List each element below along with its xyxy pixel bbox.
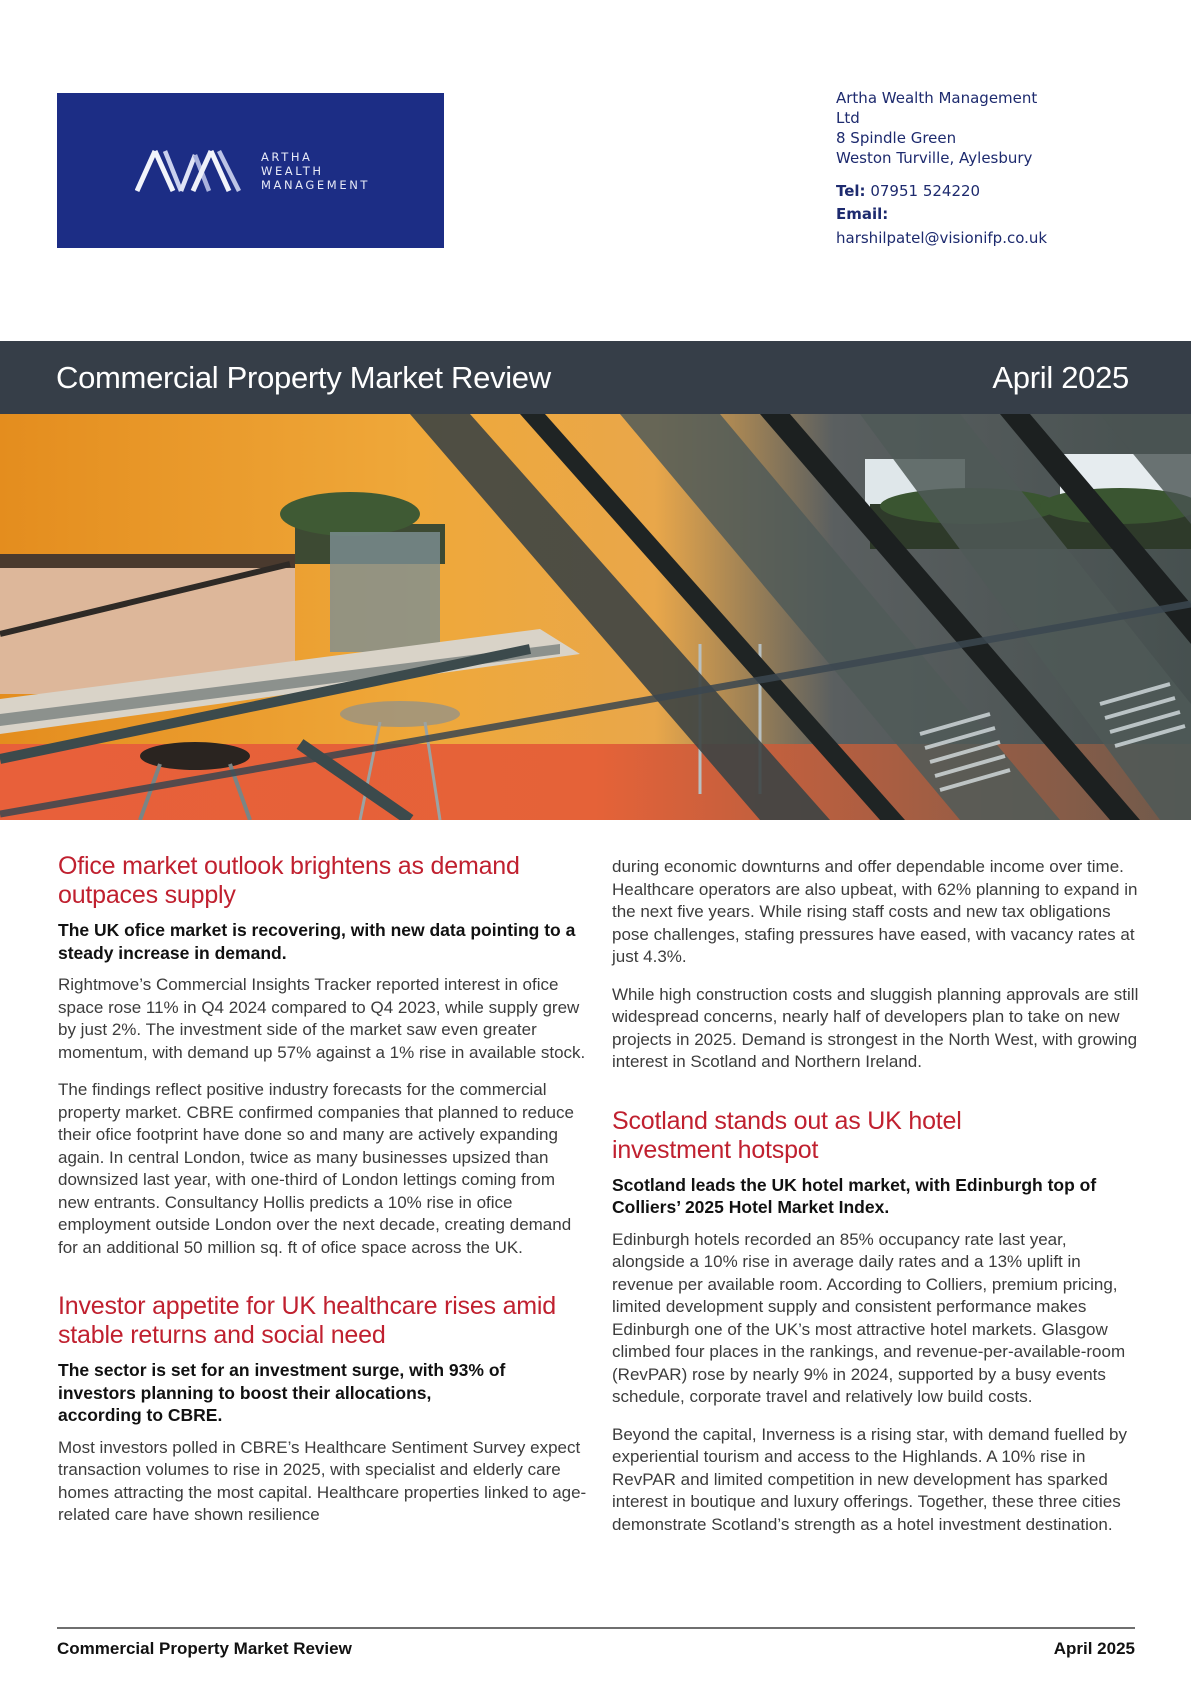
footer-title: Commercial Property Market Review <box>57 1639 352 1658</box>
tel-label: Tel: <box>836 182 866 200</box>
article-standfirst: The sector is set for an investment surge, with 93% of investors planning to boost their allocations, according to CBRE. <box>58 1360 506 1425</box>
article-paragraph-continued: during economic downturns and offer dependable income over time. Healthcare operators are also upbeat, with 62% planning to expand in the next five years. While rising staff costs and new tax obligations pose challenges, stafing pressures have eased, with vacancy rates at just 4.3%. <box>612 857 1138 966</box>
company-name-line1: Artha Wealth Management <box>836 89 1038 107</box>
tel-value[interactable]: 07951 524220 <box>870 182 981 200</box>
article-paragraph: Most investors polled in CBRE’s Healthcare Sentiment Survey expect transaction volumes to rise in 2025, with specialist and elderly care homes attracting the most capital. Healthcare properties linked to age-related care have shown resilience <box>58 1437 587 1524</box>
article-standfirst: The UK ofice market is recovering, with new data pointing to a steady increase in demand. <box>58 920 576 963</box>
email-link[interactable]: harshilpatel@visionifp.co.uk <box>836 229 1048 247</box>
email-label: Email: <box>836 205 889 223</box>
article-scotland-hotels <box>612 1107 1142 1537</box>
address-line2: Weston Turville, Aylesbury <box>836 149 1033 167</box>
company-logo <box>57 93 444 248</box>
footer-divider <box>57 1627 1135 1629</box>
logo-word: WEALTH <box>260 163 324 178</box>
article-headline: Scotland stands out as UK hotel investment hotspot <box>612 1106 962 1164</box>
article-paragraph: Edinburgh hotels recorded an 85% occupancy rate last year, alongside a 10% rise in average daily rates and a 13% uplift in revenue per available room. According to Colliers, premium pricing, limited development supply and consistent performance makes Edinburgh one of the UK’s most attractive hotel markets. Glasgow climbed four places in the rankings, and revenue-per-available-room (RevPAR) rose by nearly 9% in 2024, supported by a busy events schedule, corporate travel and relatively low build costs. <box>612 1229 1126 1406</box>
article-paragraph: The findings reflect positive industry forecasts for the commercial property market. CBRE confirmed companies that planned to reduce their ofice footprint have done so and many are actively expanding again. In central London, twice as many businesses upsized than downsized last year, with one-third of London lettings coming from new entrants. Consultancy Hollis predicts a 10% rise in ofice employment outside London over the next decade, creating demand for an additional 50 million sq. ft of ofice space across the UK. <box>58 1080 574 1257</box>
article-headline: Ofice market outlook brightens as demand outpaces supply <box>58 852 520 909</box>
page-footer <box>57 1639 1135 1659</box>
page-title: Commercial Property Market Review <box>56 359 551 395</box>
logo-word: MANAGEMENT <box>260 177 371 192</box>
title-band <box>0 341 1191 414</box>
logo-wordmark <box>261 150 370 192</box>
awm-logo-mark-icon <box>135 149 247 193</box>
article-standfirst: Scotland leads the UK hotel market, with Edinburgh top of Colliers’ 2025 Hotel Market Index. <box>612 1174 1097 1217</box>
company-name-line2: Ltd <box>836 109 860 127</box>
contact-details <box>836 88 1086 248</box>
right-column <box>612 856 1142 1551</box>
telephone-row <box>836 181 1086 201</box>
hero-image <box>0 414 1191 820</box>
footer-date: April 2025 <box>1053 1639 1135 1658</box>
article-paragraph: Rightmove’s Commercial Insights Tracker reported interest in ofice space rose 11% in Q4 2024 compared to Q4 2023, while supply grew by just 2%. The investment side of the market saw even greater momentum, with demand up 57% against a 1% rise in available stock. <box>58 975 586 1062</box>
article-paragraph: Beyond the capital, Inverness is a rising star, with demand fuelled by experiential tourism and access to the Highlands. A 10% rise in RevPAR and limited competition in new development has sparked interest in boutique and luxury offerings. Together, these three cities demonstrate Scotland’s strength as a hotel investment destination. <box>612 1424 1128 1534</box>
address-line1: 8 Spindle Green <box>836 129 957 147</box>
left-column <box>58 852 588 1542</box>
logo-word: ARTHA <box>260 149 313 164</box>
article-paragraph: While high construction costs and sluggish planning approvals are still widespread concerns, nearly half of developers plan to take on new projects in 2025. Demand is strongest in the North West, with growing interest in Scotland and Northern Ireland. <box>612 984 1139 1071</box>
article-headline: Investor appetite for UK healthcare rises amid stable returns and social need <box>58 1292 556 1349</box>
article-office-market <box>58 852 588 1259</box>
article-healthcare <box>58 1292 588 1527</box>
issue-date: April 2025 <box>992 359 1129 395</box>
